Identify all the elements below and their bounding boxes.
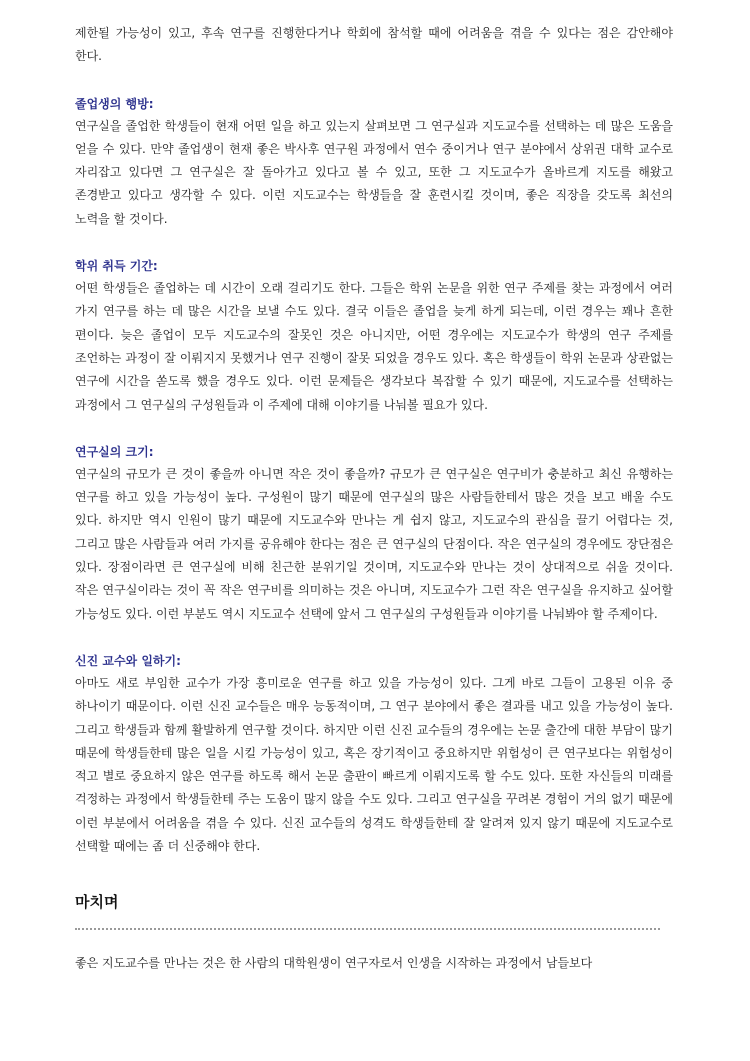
section-title-new-faculty: 신진 교수와 일하기:	[75, 653, 181, 668]
section-title-degree-duration: 학위 취득 기간:	[75, 259, 158, 274]
section-text-new-faculty: 아마도 새로 부임한 교수가 가장 흥미로운 연구를 하고 있을 가능성이 있다. 그게 바로 그들이 고용된 이유 중 하나이기 때문이다. 이런 신진 교수들은 매우 능동적이며, 그 연구 분야에서 좋은 결과를 내고 있을 가능성이 높다. 그리고 학생들과 함께 활발하게 연구할 것이다. 하지만 이런 신진 교수들의 경우에는 논문 출간에 대한 부담이 많기 때문에 학생들한테 많은 일을 시킬 가능성이 있고, 혹은 장기적이고 중요하지만 위험성이 큰 연구보다는 위험성이 적고 별로 중요하지 않은 연구를 하도록 해서 논문 출판이 빠르게 이뤄지도록 할 수도 있다. 또한 자신들의 미래를 걱정하는 과정에서 학생들한테 주는 도움이 많지 않을 수도 있다. 그리고 연구실을 꾸려본 경험이 거의 없기 때문에 이런 부분에서 어려움을 겪을 수 있다. 신진 교수들의 성격도 학생들한테 잘 알려져 있지 않기 때문에 지도교수로 선택할 때에는 좀 더 신중해야 한다.	[75, 675, 673, 854]
dotted-divider	[75, 928, 660, 930]
closing-text: 좋은 지도교수를 만나는 것은 한 사람의 대학원생이 연구자로서 인생을 시작하는 과정에서 남들보다	[75, 956, 593, 971]
document-body	[75, 22, 673, 976]
section-title-lab-size: 연구실의 크기:	[75, 444, 154, 459]
closing-section	[75, 890, 673, 975]
section-lab-size	[75, 441, 673, 626]
section-graduates	[75, 93, 673, 231]
section-text-graduates: 연구실을 졸업한 학생들이 현재 어떤 일을 하고 있는지 살펴보면 그 연구실과 지도교수를 선택하는 데 많은 도움을 얻을 수 있다. 만약 졸업생이 현재 좋은 박사후 연구원 과정에서 연수 중이거나 연구 분야에서 상위권 대학 교수로 자리잡고 있다면 그 연구실은 잘 돌아가고 있다고 볼 수 있고, 또한 그 지도교수가 올바르게 지도를 해왔고 존경받고 있다고 생각할 수 있다. 이런 지도교수는 학생들을 잘 훈련시킬 것이며, 좋은 직장을 갖도록 최선의 노력을 할 것이다.	[75, 118, 673, 226]
section-title-graduates: 졸업생의 행방:	[75, 96, 154, 111]
section-text-degree-duration: 어떤 학생들은 졸업하는 데 시간이 오래 걸리기도 한다. 그들은 학위 논문을 위한 연구 주제를 찾는 과정에서 여러 가지 연구를 하는 데 많은 시간을 보낼 수도 있다. 결국 이들은 졸업을 늦게 하게 되는데, 이런 경우는 꽤나 흔한 편이다. 늦은 졸업이 모두 지도교수의 잘못인 것은 아니지만, 어떤 경우에는 지도교수가 학생의 연구 주제를 조언하는 과정이 잘 이뤄지지 못했거나 연구 진행이 잘못 되었을 경우도 있다. 혹은 학생들이 학위 논문과 상관없는 연구에 시간을 쏟도록 했을 경우도 있다. 이런 문제들은 생각보다 복잡할 수 있기 때문에, 지도교수를 선택하는 과정에서 그 연구실의 구성원들과 이 주제에 대해 이야기를 나눠볼 필요가 있다.	[75, 281, 673, 412]
section-new-faculty	[75, 650, 673, 858]
intro-paragraph: 제한될 가능성이 있고, 후속 연구를 진행한다거나 학회에 참석할 때에 어려움을 겪을 수 있다는 점은 감안해야 한다.	[75, 26, 673, 64]
section-degree-duration	[75, 255, 673, 417]
closing-heading: 마치며	[75, 893, 119, 912]
section-text-lab-size: 연구실의 규모가 큰 것이 좋을까 아니면 작은 것이 좋을까? 규모가 큰 연구실은 연구비가 충분하고 최신 유행하는 연구를 하고 있을 가능성이 높다. 구성원이 많기 때문에 연구실의 많은 사람들한테서 많은 것을 보고 배울 수도 있다. 하지만 역시 인원이 많기 때문에 지도교수와 만나는 게 쉽지 않고, 지도교수의 관심을 끌기 어렵다는 것, 그리고 많은 사람들과 여러 가지를 공유해야 한다는 점은 큰 연구실의 단점이다. 작은 연구실의 경우에도 장단점은 있다. 장점이라면 큰 연구실에 비해 친근한 분위기일 것이며, 지도교수와 만나는 것이 상대적으로 쉬울 것이다. 작은 연구실이라는 것이 꼭 작은 연구비를 의미하는 것은 아니며, 지도교수가 그런 작은 연구실을 유지하고 싶어할 가능성도 있다. 이런 부분도 역시 지도교수 선택에 앞서 그 연구실의 구성원들과 이야기를 나눠봐야 할 주제이다.	[75, 466, 673, 621]
